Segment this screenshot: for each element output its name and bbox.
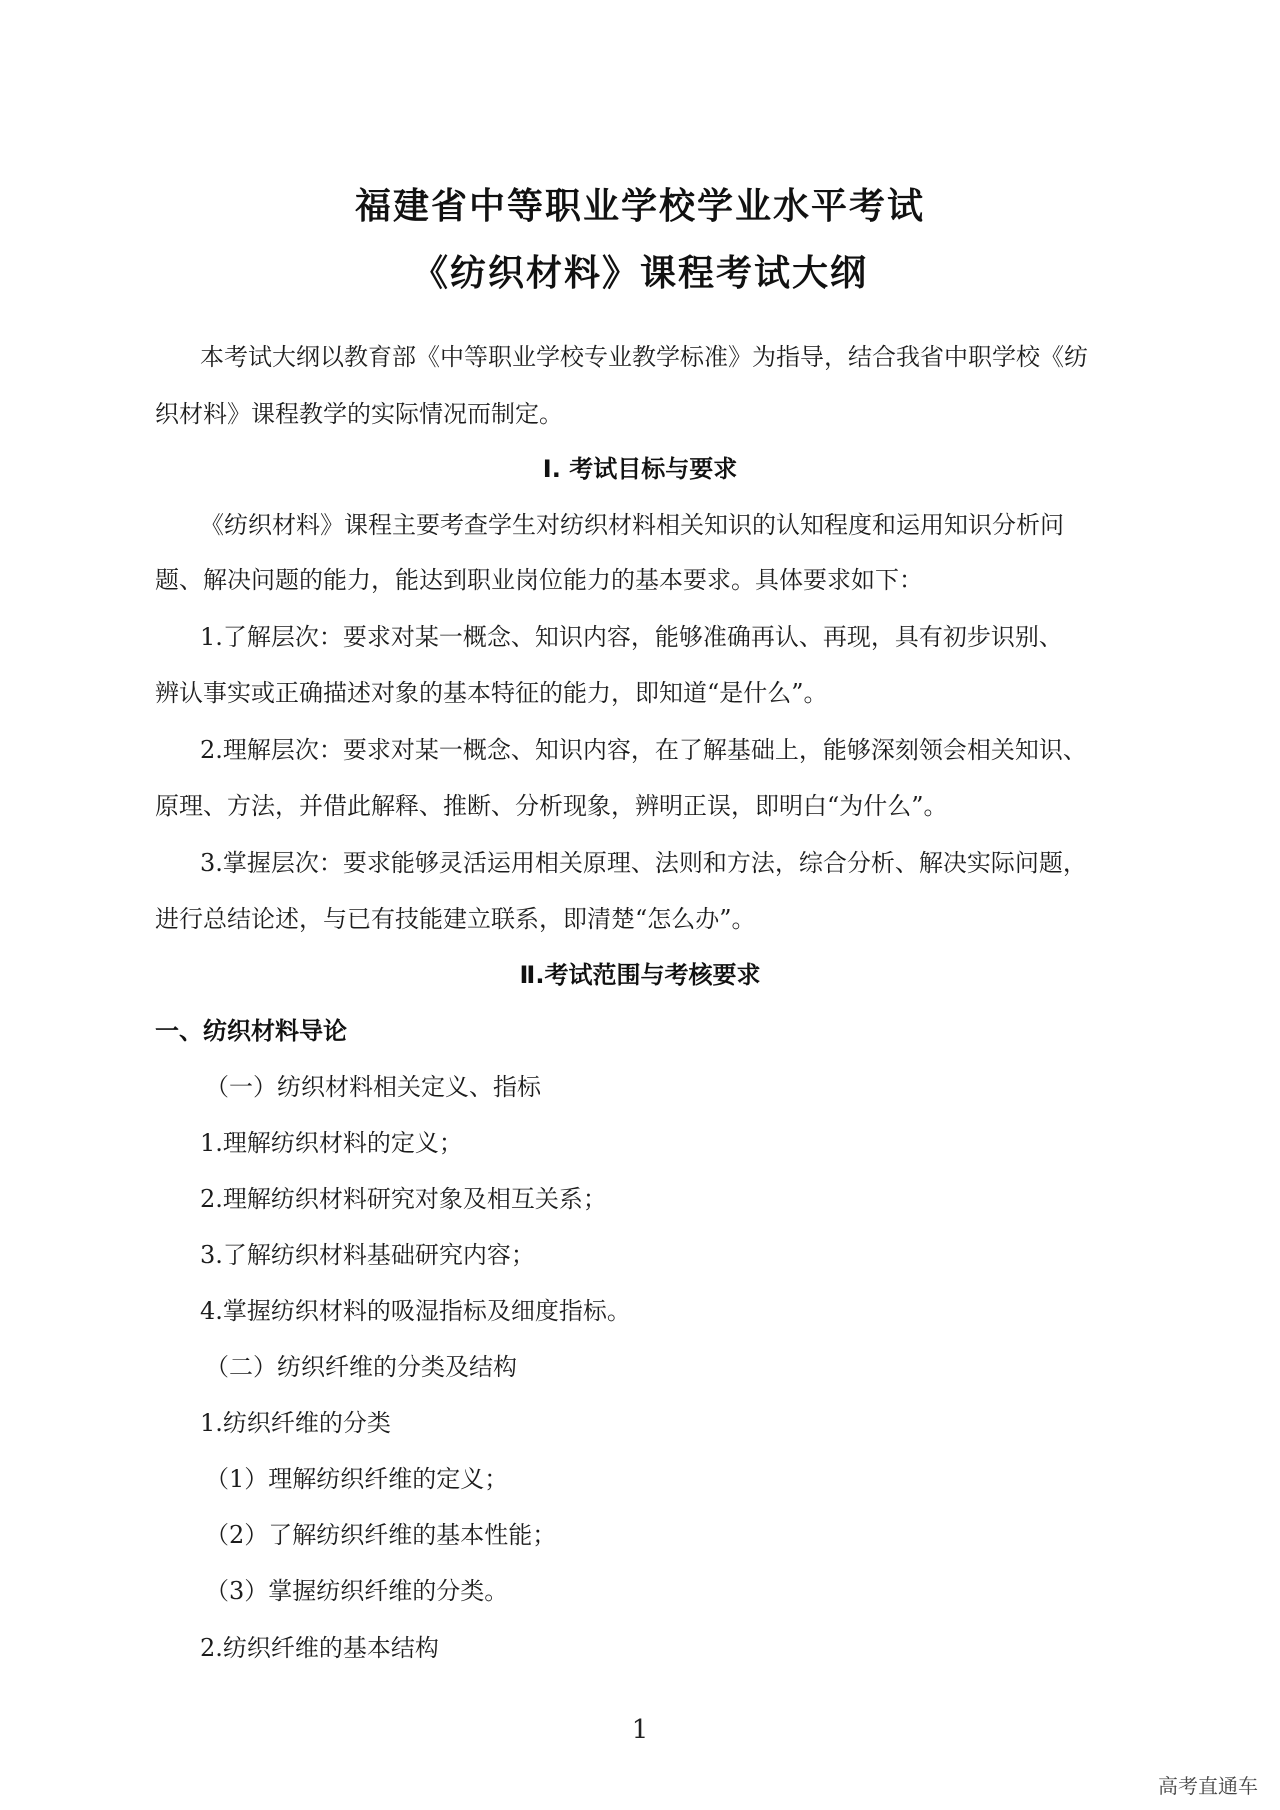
subsection1-item-4: 4.掌握纺织材料的吸湿指标及细度指标。 [200, 1297, 631, 1325]
subsection2-point-2: （2）了解纺织纤维的基本性能； [205, 1521, 557, 1549]
section1-item3-line-2: 进行总结论述，与已有技能建立联系，即清楚“怎么办”。 [155, 905, 756, 933]
section2-heading: Ⅱ.考试范围与考核要求 [519, 961, 761, 989]
intro-line-2: 织材料》课程教学的实际情况而制定。 [155, 400, 563, 428]
section1-para-line-1: 《纺织材料》课程主要考查学生对纺织材料相关知识的认知程度和运用知识分析问 [200, 511, 1064, 539]
subsection2-item-1: 1.纺织纤维的分类 [200, 1409, 391, 1437]
document-title-line1: 福建省中等职业学校学业水平考试 [354, 186, 925, 227]
subsection1-item-2: 2.理解纺织材料研究对象及相互关系； [200, 1185, 607, 1213]
section1-item2-line-2: 原理、方法，并借此解释、推断、分析现象，辨明正误，即明白“为什么”。 [155, 792, 948, 820]
subsection2-point-1: （1）理解纺织纤维的定义； [205, 1465, 509, 1493]
watermark: 高考直通车 [1158, 1774, 1258, 1798]
subsection2-heading: （二）纺织纤维的分类及结构 [205, 1353, 517, 1381]
chapter1-heading: 一、纺织材料导论 [155, 1017, 347, 1045]
section1-para-line-2: 题、解决问题的能力，能达到职业岗位能力的基本要求。具体要求如下： [155, 566, 923, 594]
subsection1-heading: （一）纺织材料相关定义、指标 [205, 1073, 541, 1101]
subsection1-item-3: 3.了解纺织材料基础研究内容； [200, 1241, 535, 1269]
subsection2-item-2: 2.纺织纤维的基本结构 [200, 1634, 439, 1662]
section1-item3-line-1: 3.掌握层次：要求能够灵活运用相关原理、法则和方法，综合分析、解决实际问题， [200, 849, 1087, 877]
section1-item1-line-2: 辨认事实或正确描述对象的基本特征的能力，即知道“是什么”。 [155, 679, 828, 707]
section1-heading: Ⅰ. 考试目标与要求 [542, 455, 738, 483]
subsection1-item-1: 1.理解纺织材料的定义； [200, 1129, 463, 1157]
section1-item1-line-1: 1.了解层次：要求对某一概念、知识内容，能够准确再认、再现，具有初步识别、 [200, 623, 1063, 651]
document-title-line2: 《纺织材料》课程考试大纲 [411, 253, 868, 294]
subsection2-point-3: （3）掌握纺织纤维的分类。 [205, 1577, 509, 1605]
page-number: 1 [631, 1715, 649, 1745]
intro-line-1: 本考试大纲以教育部《中等职业学校专业教学标准》为指导，结合我省中职学校《纺 [200, 343, 1088, 371]
section1-item2-line-1: 2.理解层次：要求对某一概念、知识内容，在了解基础上，能够深刻领会相关知识、 [200, 736, 1087, 764]
